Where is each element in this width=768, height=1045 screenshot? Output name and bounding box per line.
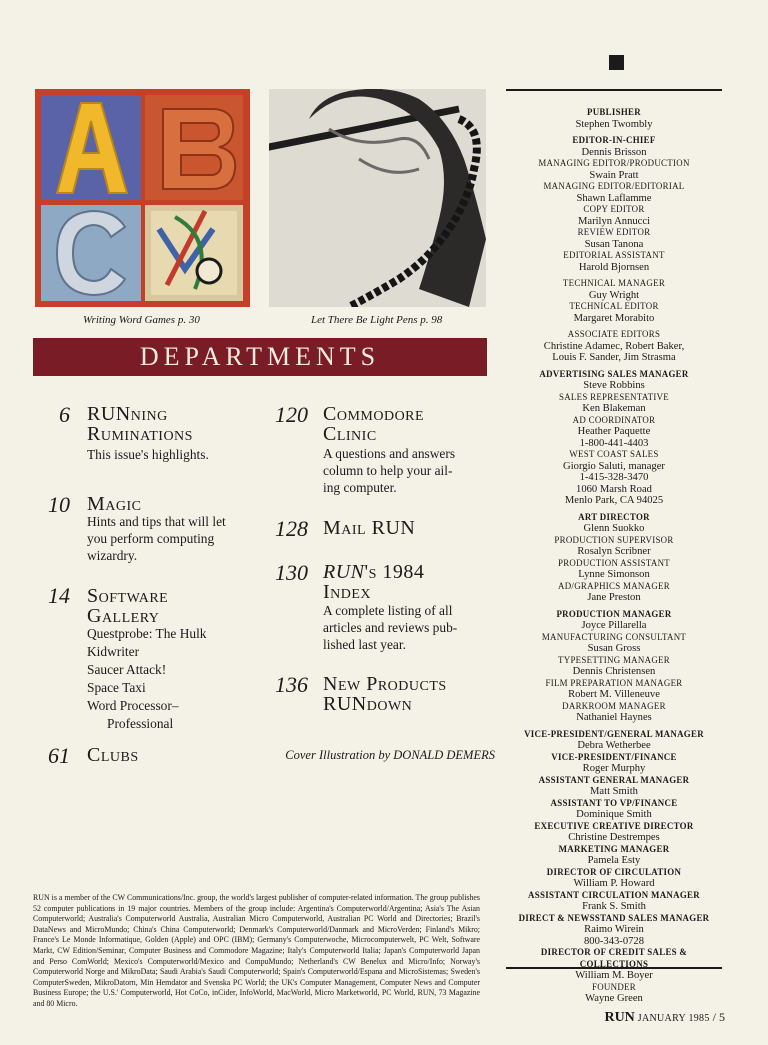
masthead-top-rule <box>506 89 722 91</box>
page-number-136: 136 <box>275 672 308 697</box>
masthead-name: Steve Robbins <box>583 380 645 391</box>
masthead-role: MANAGING EDITOR/PRODUCTION <box>538 158 690 168</box>
dept-desc-commodore-clinic <box>323 445 455 496</box>
masthead-name: Pamela Esty <box>587 855 641 866</box>
masthead-name: 1060 Marsh Road <box>576 483 652 495</box>
masthead-name: Menlo Park, CA 94025 <box>564 495 664 506</box>
masthead-role: ASSISTANT CIRCULATION MANAGER <box>528 889 700 900</box>
masthead-role: ART DIRECTOR <box>578 511 650 522</box>
light-pen-photo <box>269 89 486 307</box>
dept-title-line: Gallery <box>87 605 160 627</box>
desc-line: wizardry. <box>87 548 138 563</box>
masthead-name: Glenn Suokko <box>583 523 645 534</box>
masthead-role: DIRECTOR OF CIRCULATION <box>546 866 682 877</box>
dept-title-line: RUNdown <box>323 693 413 715</box>
list-item: Questprobe: The Hulk <box>87 626 207 641</box>
masthead-name: Raimo Wirein <box>584 924 644 935</box>
dept-desc-run-index <box>323 602 457 653</box>
masthead-role: MANUFACTURING CONSULTANT <box>541 631 687 642</box>
masthead-name: Christine Adamec, Robert Baker, <box>543 340 685 352</box>
masthead-name: Wayne Green <box>585 993 643 1004</box>
desc-line: Hints and tips that will let <box>87 514 226 529</box>
dept-title-magic[interactable]: Magic <box>87 493 142 515</box>
masthead-name: 800-343-0728 <box>583 935 645 947</box>
masthead <box>506 107 722 1005</box>
masthead-name: Matt Smith <box>590 786 638 797</box>
masthead-role: AD/GRAPHICS MANAGER <box>558 580 670 591</box>
page-number-130: 130 <box>275 560 308 585</box>
masthead-role: PRODUCTION MANAGER <box>556 608 672 619</box>
masthead-role: ASSISTANT TO VP/FINANCE <box>550 797 678 808</box>
masthead-name: Jane Preston <box>587 592 641 603</box>
dept-title-clubs[interactable]: Clubs <box>87 744 139 766</box>
dept-title-new-products[interactable] <box>323 674 447 714</box>
desc-line: lished last year. <box>323 637 406 652</box>
masthead-role: PUBLISHER <box>587 107 641 117</box>
footer-page-number: / 5 <box>712 1010 725 1024</box>
masthead-role: FOUNDER <box>591 981 636 992</box>
list-item: Kidwriter <box>87 644 140 659</box>
right-art-caption: Let There Be Light Pens p. 98 <box>311 314 443 326</box>
masthead-name: Lynne Simonson <box>578 569 650 580</box>
masthead-role: EXECUTIVE CREATIVE DIRECTOR <box>534 820 694 831</box>
masthead-role: DARKROOM MANAGER <box>562 700 666 711</box>
software-gallery-list <box>87 625 207 733</box>
masthead-name: Rosalyn Scribner <box>577 546 651 557</box>
masthead-role: COPY EDITOR <box>583 204 645 214</box>
dept-title-line: Index <box>323 581 372 603</box>
desc-line: ing computer. <box>323 480 397 495</box>
masthead-role: TECHNICAL MANAGER <box>562 278 666 288</box>
masthead-role: WEST COAST SALES <box>569 449 659 459</box>
masthead-role: ASSOCIATE EDITORS <box>567 329 661 339</box>
masthead-name: Giorgio Saluti, manager <box>563 460 665 472</box>
masthead-role: MARKETING MANAGER <box>558 843 670 854</box>
masthead-name: William P. Howard <box>573 878 655 889</box>
masthead-role: AD COORDINATOR <box>572 414 656 425</box>
masthead-name: Swain Pratt <box>589 169 639 181</box>
masthead-name: Harold Bjornsen <box>578 261 650 273</box>
masthead-name: Ken Blakeman <box>582 403 646 414</box>
masthead-role: TYPESETTING MANAGER <box>558 654 670 665</box>
masthead-role: PRODUCTION SUPERVISOR <box>554 534 674 545</box>
masthead-name: 1-800-441-4403 <box>579 437 649 449</box>
page-number-14: 14 <box>48 583 70 608</box>
list-item: Saucer Attack! <box>87 662 167 677</box>
masthead-name: Debra Wetherbee <box>577 740 651 751</box>
list-item: Space Taxi <box>87 680 146 695</box>
masthead-role: MANAGING EDITOR/EDITORIAL <box>543 181 685 191</box>
dept-title-line: New Products <box>323 673 447 695</box>
departments-banner: DEPARTMENTS <box>33 338 487 376</box>
masthead-role: EDITORIAL ASSISTANT <box>563 250 665 260</box>
dept-title-commodore-clinic[interactable] <box>323 404 424 444</box>
dept-title-line <box>323 562 424 582</box>
title-rest: 's 1984 <box>364 561 425 583</box>
masthead-name: Heather Paquette <box>577 426 651 437</box>
desc-line: A questions and answers <box>323 446 456 461</box>
dept-title-line: RUNning <box>87 403 168 425</box>
dept-title-line: Clinic <box>323 423 377 445</box>
dept-desc-magic <box>87 513 226 564</box>
masthead-role: TECHNICAL EDITOR <box>569 301 659 311</box>
masthead-role: EDITOR-IN-CHIEF <box>572 135 656 145</box>
masthead-name: Stephen Twombly <box>575 118 653 130</box>
list-item: Professional <box>107 716 174 731</box>
masthead-name: Dennis Brisson <box>581 146 647 158</box>
page-number-10: 10 <box>48 492 70 517</box>
dept-title-line: Commodore <box>323 403 425 425</box>
dept-title-running[interactable] <box>87 404 193 444</box>
list-item: Word Processor– <box>87 698 179 713</box>
footer-brand: RUN <box>604 1010 635 1025</box>
masthead-name: Joyce Pillarella <box>581 620 647 631</box>
masthead-role: VICE-PRESIDENT/GENERAL MANAGER <box>524 728 704 739</box>
section-marker <box>609 55 624 70</box>
page-number-61: 61 <box>48 743 70 768</box>
page-footer <box>585 1010 725 1026</box>
masthead-name: Dennis Christensen <box>572 666 656 677</box>
masthead-role: VICE-PRESIDENT/FINANCE <box>551 751 677 762</box>
dept-title-run-index[interactable] <box>323 562 424 602</box>
dept-title-software-gallery[interactable] <box>87 586 168 626</box>
dept-title-line: Ruminations <box>87 423 193 445</box>
masthead-role: ADVERTISING SALES MANAGER <box>539 368 689 379</box>
masthead-name: Roger Murphy <box>582 763 646 774</box>
footer-date: JANUARY 1985 <box>637 1013 710 1024</box>
dept-title-mail-run[interactable]: Mail RUN <box>323 517 416 539</box>
desc-line: you perform computing <box>87 531 215 546</box>
page-number-120: 120 <box>275 402 308 427</box>
desc-line: articles and reviews pub- <box>323 620 458 635</box>
page-number-6: 6 <box>59 402 70 427</box>
letter-blocks-illustration <box>35 89 250 307</box>
masthead-role: SALES REPRESENTATIVE <box>558 391 670 402</box>
run-italic: RUN <box>323 561 365 583</box>
masthead-name: William M. Boyer <box>575 970 653 981</box>
masthead-name: Guy Wright <box>588 289 640 301</box>
masthead-name: 1-415-328-3470 <box>579 472 649 483</box>
masthead-name: Margaret Morabito <box>573 312 655 324</box>
masthead-name: Christine Destrempes <box>568 832 660 843</box>
masthead-name: Dominique Smith <box>576 809 652 820</box>
masthead-role: PRODUCTION ASSISTANT <box>557 557 671 568</box>
masthead-name: Shawn Laflamme <box>576 192 652 204</box>
cover-credit: Cover Illustration by DONALD DEMERS <box>285 748 495 762</box>
masthead-role: ASSISTANT GENERAL MANAGER <box>538 774 690 785</box>
dept-title-line: Software <box>87 585 169 607</box>
masthead-role: DIRECT & NEWSSTAND SALES MANAGER <box>518 912 710 923</box>
masthead-role: FILM PREPARATION MANAGER <box>545 677 683 688</box>
masthead-name: Robert M. Villeneuve <box>568 689 660 700</box>
masthead-name: Marilyn Annucci <box>577 215 651 227</box>
desc-line: column to help your ail- <box>323 463 453 478</box>
masthead-name: Susan Tanona <box>584 238 644 250</box>
masthead-role: REVIEW EDITOR <box>577 227 651 237</box>
masthead-name: Susan Gross <box>587 643 641 654</box>
publisher-footnote: RUN is a member of the CW Communications/Inc. group, the world's largest publisher of computer-related information. The group publishes 52 computer publications in 19 major countries. Members of the group include: Argentina's Computerworld/Argentina; Asia's The Asian Computerworld; Australia's Computerworld Australia, Australian Micro Computerworld, Australian PC World and Directories; Brazil's DataNews and MicroMundo; China's China Computerworld; Denmark's Computerworld/Danmark and MicroVerden; Finland's Mikro; France's Le Monde Informatique, Golden (Apple) and OPC (IBM); Germany's Computerwoche, Microcomputerwelt, PC Welt, Software Markt, CW Edition/Seminar, Computer Business and Commodore Magazine; Italy's Computerworld Italia; Japan's Computerworld Japan and Perso ComWorld; Mexico's Computerworld/Mexico and CompuMundo; Netherland's CW Benelux and Micro/Info; Norway's Computerworld Norge and MikroData; Saudi Arabia's Saudi Computerworld; Spain's Computerworld/Espana and MicroSistemas; Sweden's ComputerSweden, MikroDatorn, Min Hemdator and Svenska PC World; the UK's Computer Management, Computer News and Computer Business Europe; the U.S.' Computerworld, Hot CoCo, inCider, InfoWorld, MacWorld, Micro Marketworld, PC World, RUN, 73 Magazine and 80 Micro. <box>33 893 480 1008</box>
masthead-name: Nathaniel Haynes <box>576 712 652 723</box>
desc-line: A complete listing of all <box>323 603 453 618</box>
left-art-caption: Writing Word Games p. 30 <box>83 314 200 326</box>
masthead-name: Frank S. Smith <box>582 901 646 912</box>
masthead-role: DIRECTOR OF CREDIT SALES & COLLECTIONS <box>540 947 688 969</box>
masthead-name: Louis F. Sander, Jim Strasma <box>552 352 676 363</box>
page-number-128: 128 <box>275 516 308 541</box>
dept-desc-running: This issue's highlights. <box>87 447 209 462</box>
